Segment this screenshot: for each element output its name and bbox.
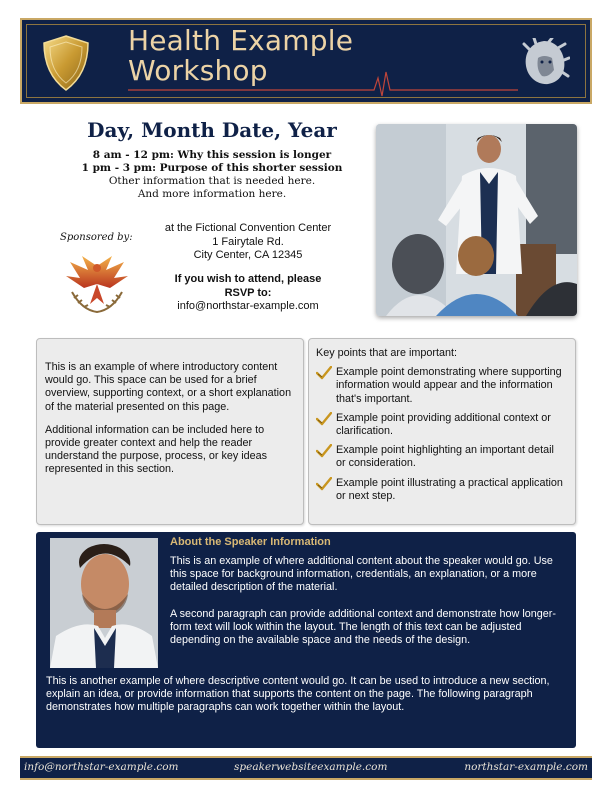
speaker-portrait [50,538,158,668]
rsvp-email[interactable]: info@northstar-example.com [177,300,319,312]
footer-email-link[interactable]: info@northstar-example.com [24,761,179,773]
venue-block [150,222,346,263]
intro-paragraph-1: This is an example of where introductory content would go. This space can be used for a brief overview, supporting context, or a short explanation of the material presented on this page. [45,361,292,413]
key-point-text: Example point illustrating a practical application or next step. [336,476,563,502]
key-point-item [316,366,565,406]
key-point-text: Example point highlighting an important detail or consideration. [336,444,554,470]
sponsor-label: Sponsored by: [60,232,133,243]
speaker-heading: About the Speaker Information [170,536,331,548]
speaker-paragraph-1: This is an example of where additional content about the speaker would go. Use this space for background information, credentials, an explanation, or a more detailed description of the material. [170,555,553,594]
venue-street: 1 Fairytale Rd. [212,235,284,248]
speaker-photo [50,538,158,668]
key-point-item [316,412,565,438]
other-info-line-1: Other information that is needed here. [108,175,316,187]
speaker-paragraph-3: This is another example of where descriptive content would go. It can be used to introduce a new section, explain an idea, or provide information that supports the content on the page. The following paragraph demonstrates how multiple paragraphs can work together within the layout. [46,675,550,714]
speaker-text-column [170,555,570,660]
rsvp-line-1: If you wish to attend, please [174,273,322,285]
venue-name: at the Fictional Convention Center [164,222,332,234]
shield-icon [40,34,92,92]
venue-city: City Center, CA 12345 [193,249,303,261]
key-point-text: Example point providing additional context or clarification. [336,411,551,438]
key-point-text: Example point demonstrating where supporting information would appear and the information that's important. [336,366,562,405]
intro-box [36,338,304,525]
key-points-heading: Key points that are important: [316,347,458,359]
intro-paragraph-2: Additional information can be included here to provide greater context and help the reader understand the purpose, process, or key ideas represented in this section. [45,423,268,476]
session-morning: 8 am - 12 pm: Why this session is longer [92,149,332,161]
footer-bar [20,756,592,780]
rsvp-block [150,273,346,314]
gold-checkmark-icon [316,477,332,491]
heartbeat-line-icon [128,68,518,98]
gold-checkmark-icon [316,366,332,380]
key-point-item [316,444,565,470]
gold-checkmark-icon [316,444,332,458]
lion-head-icon [518,38,570,88]
presenter-illustration [376,124,577,316]
title-line-2: Workshop [128,54,268,87]
other-info-line-2: And more information here. [137,188,287,200]
title-line-1: Health Example [128,24,354,57]
session-afternoon: 1 pm - 3 pm: Purpose of this shorter session [81,162,343,174]
phoenix-logo-icon [62,248,132,318]
footer-speaker-website-link[interactable]: speakerwebsiteexample.com [234,761,388,773]
footer-website-link[interactable]: northstar-example.com [464,761,588,773]
speaker-section [36,532,576,748]
speaker-paragraph-2: A second paragraph can provide additional context and demonstrate how longer-form text will look within the layout. The length of this text can be adjusted depending on the available space and the needs of the design. [170,607,556,647]
key-points-box [308,338,576,525]
schedule-block [60,149,364,201]
header-banner [20,18,592,104]
gold-checkmark-icon [316,412,332,426]
event-date: Day, Month Date, Year [87,118,337,142]
presenter-photo [376,124,577,316]
rsvp-line-2: RSVP to: [224,286,272,299]
key-point-item [316,477,565,503]
